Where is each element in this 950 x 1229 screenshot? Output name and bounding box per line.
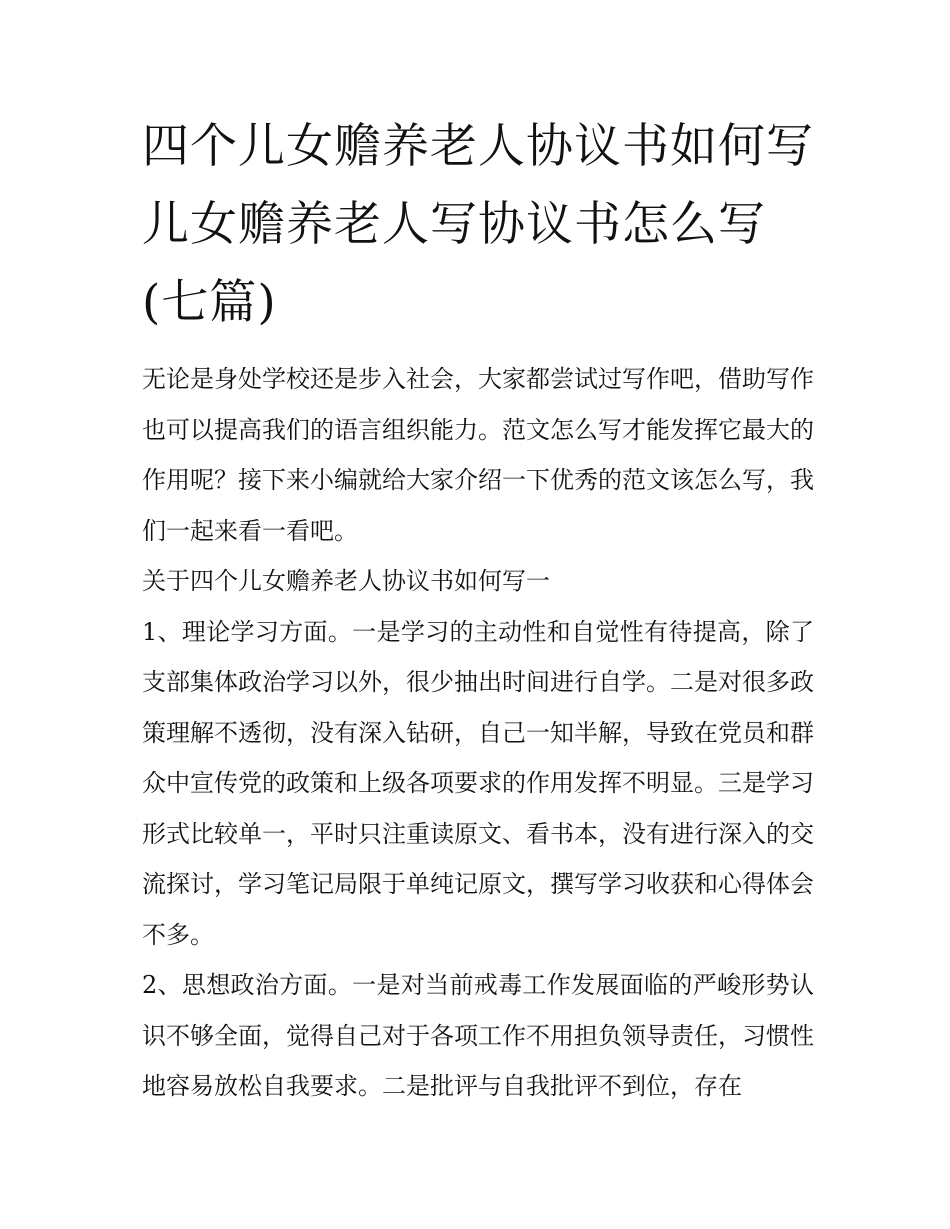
intro-paragraph: 无论是身处学校还是步入社会，大家都尝试过写作吧，借助写作也可以提高我们的语言组织能力。范文怎么写才能发挥它最大的作用呢？接下来小编就给大家介绍一下优秀的范文该怎么写，我们一起来看一看吧。	[142, 365, 814, 545]
document-page	[142, 108, 814, 1112]
list-item-1: 1、理论学习方面。一是学习的主动性和自觉性有待提高，除了支部集体政治学习以外，很少抽出时间进行自学。二是对很多政策理解不透彻，没有深入钻研，自己一知半解，导致在党员和群众中宣传党的政策和上级各项要求的作用发挥不明显。三是学习形式比较单一，平时只注重读原文、看书本，没有进行深入的交流探讨，学习笔记局限于单纯记原文，撰写学习收获和心得体会不多。	[142, 617, 814, 949]
document-title: 四个儿女赡养老人协议书如何写 儿女赡养老人写协议书怎么写(七篇)	[142, 119, 814, 330]
list-item-2: 2、思想政治方面。一是对当前戒毒工作发展面临的严峻形势认识不够全面，觉得自己对于各项工作不用担负领导责任，习惯性地容易放松自我要求。二是批评与自我批评不到位，存在	[142, 971, 814, 1100]
section-heading: 关于四个儿女赡养老人协议书如何写一	[142, 567, 550, 595]
